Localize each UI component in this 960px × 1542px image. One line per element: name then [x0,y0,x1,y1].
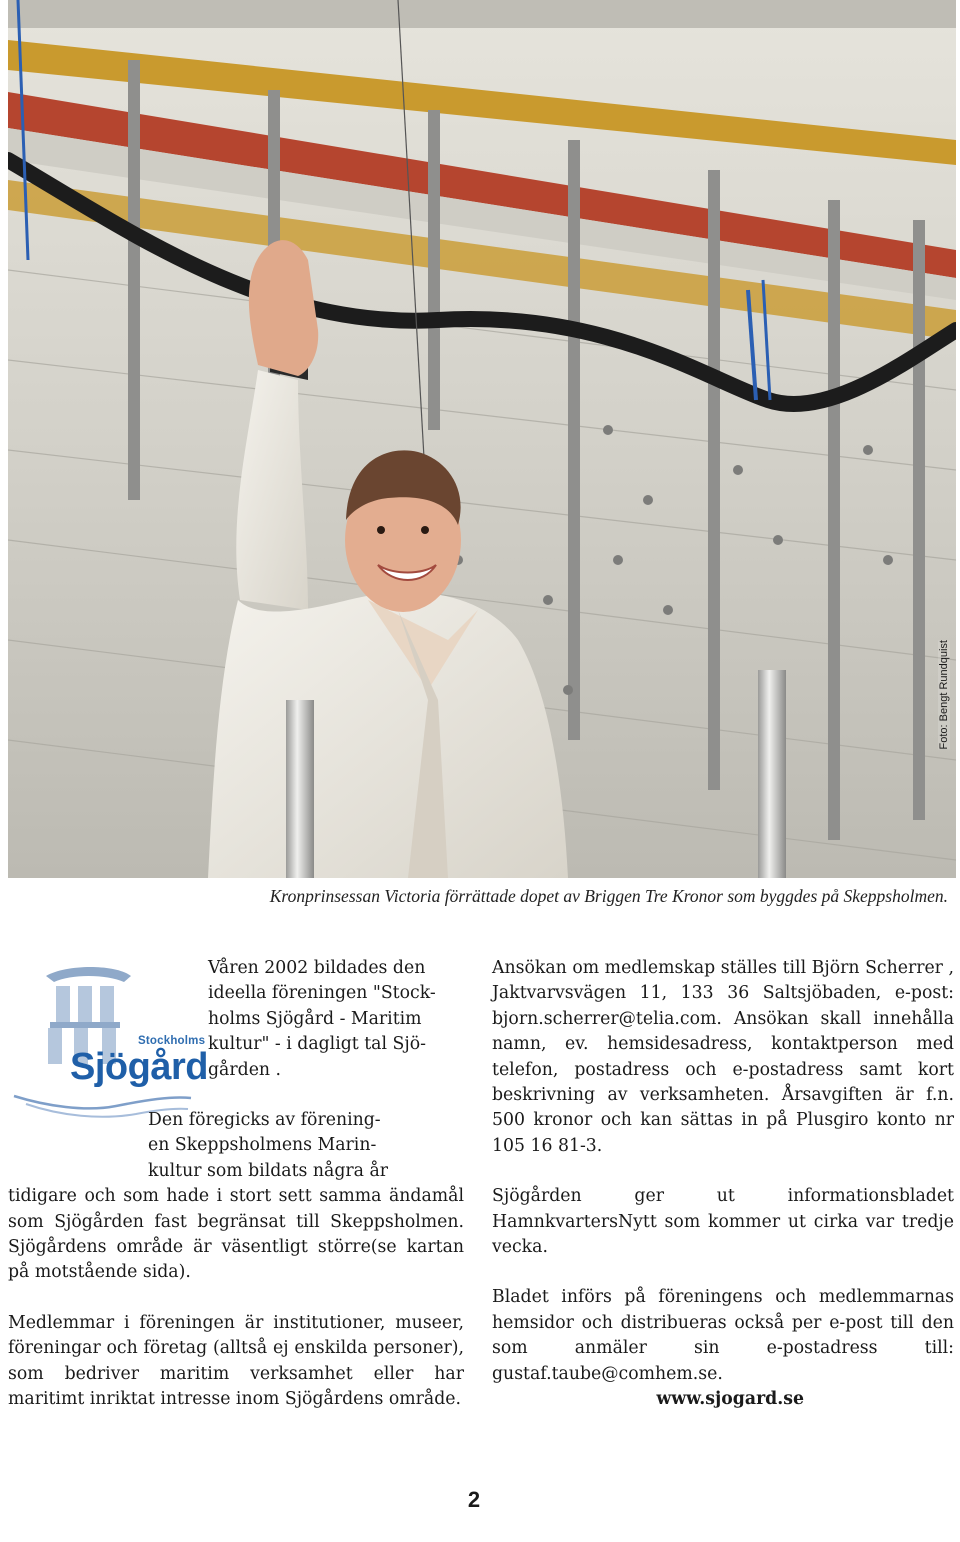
page-number: 2 [467,1487,481,1512]
right-column [492,956,954,1413]
photo-caption: Kronprinsessan Victoria förrättade dopet av Briggen Tre Kronor som byggdes på Skeppsholmen. [269,886,948,906]
history-paragraph-rest: tidigare och som hade i stort sett samma ändamål som Sjögården fast begränsat till Skeppsholmen. Sjögårdens område är väsentligt större(se kartan på motstående sida). [8,1186,464,1283]
logo-stockholms-text: Stockholms [138,1035,206,1047]
intro-line: ideella föreningen "Stock- [208,983,436,1004]
history-line: kultur som bildats några år [148,1160,389,1181]
distribution-paragraph: Bladet införs på föreningens och medlemmarnas hemsidor och distribueras också per e-post till den som anmäler sin e-postadress till: gustaf.taube@comhem.se. [492,1287,954,1384]
intro-line: holms Sjögård - Maritim [208,1008,422,1029]
history-line: en Skeppsholmens Marin- [148,1135,377,1156]
intro-line: kultur" - i dagligt tal Sjö- [208,1034,426,1055]
history-line: Den föregicks av förening- [148,1110,381,1131]
logo-sjogard-text: Sjögård [70,1046,208,1088]
intro-line: gården . [208,1059,282,1080]
membership-paragraph: Ansökan om medlemskap ställes till Björn Scherrer , Jaktvarvsvägen 11, 133 36 Saltsjöbaden, e-post: bjorn.scherrer@telia.com. Ansökan skall innehålla namn, ev. hemsidesadress, kontaktperson med telefon, postadress och e-postadress samt kort beskrivning av verksamheten. Årsavgiften är f.n. 500 kronor och kan sättas in på Plusgiro konto nr 105 16 81-3. [492,958,954,1156]
members-paragraph: Medlemmar i föreningen är institutioner, museer, föreningar och företag (alltså ej enskilda personer), som bedriver maritim verksamhet eller har maritimt inriktat intresse inom Sjögårdens område. [8,1312,464,1410]
history-paragraph-start [8,1108,464,1184]
website-link[interactable]: www.sjogard.se [656,1389,804,1410]
ship-christening-illustration [8,0,956,878]
intro-line: Våren 2002 bildades den [208,958,426,978]
hero-photo [8,0,956,878]
photo-credit: Foto: Bengt Rundquist [938,640,950,750]
intro-paragraph [8,956,464,1083]
newsletter-paragraph: Sjögården ger ut informationsbladet HamnkvartersNytt som kommer ut cirka var tredje vecka. [492,1186,954,1258]
left-column [8,956,464,1413]
